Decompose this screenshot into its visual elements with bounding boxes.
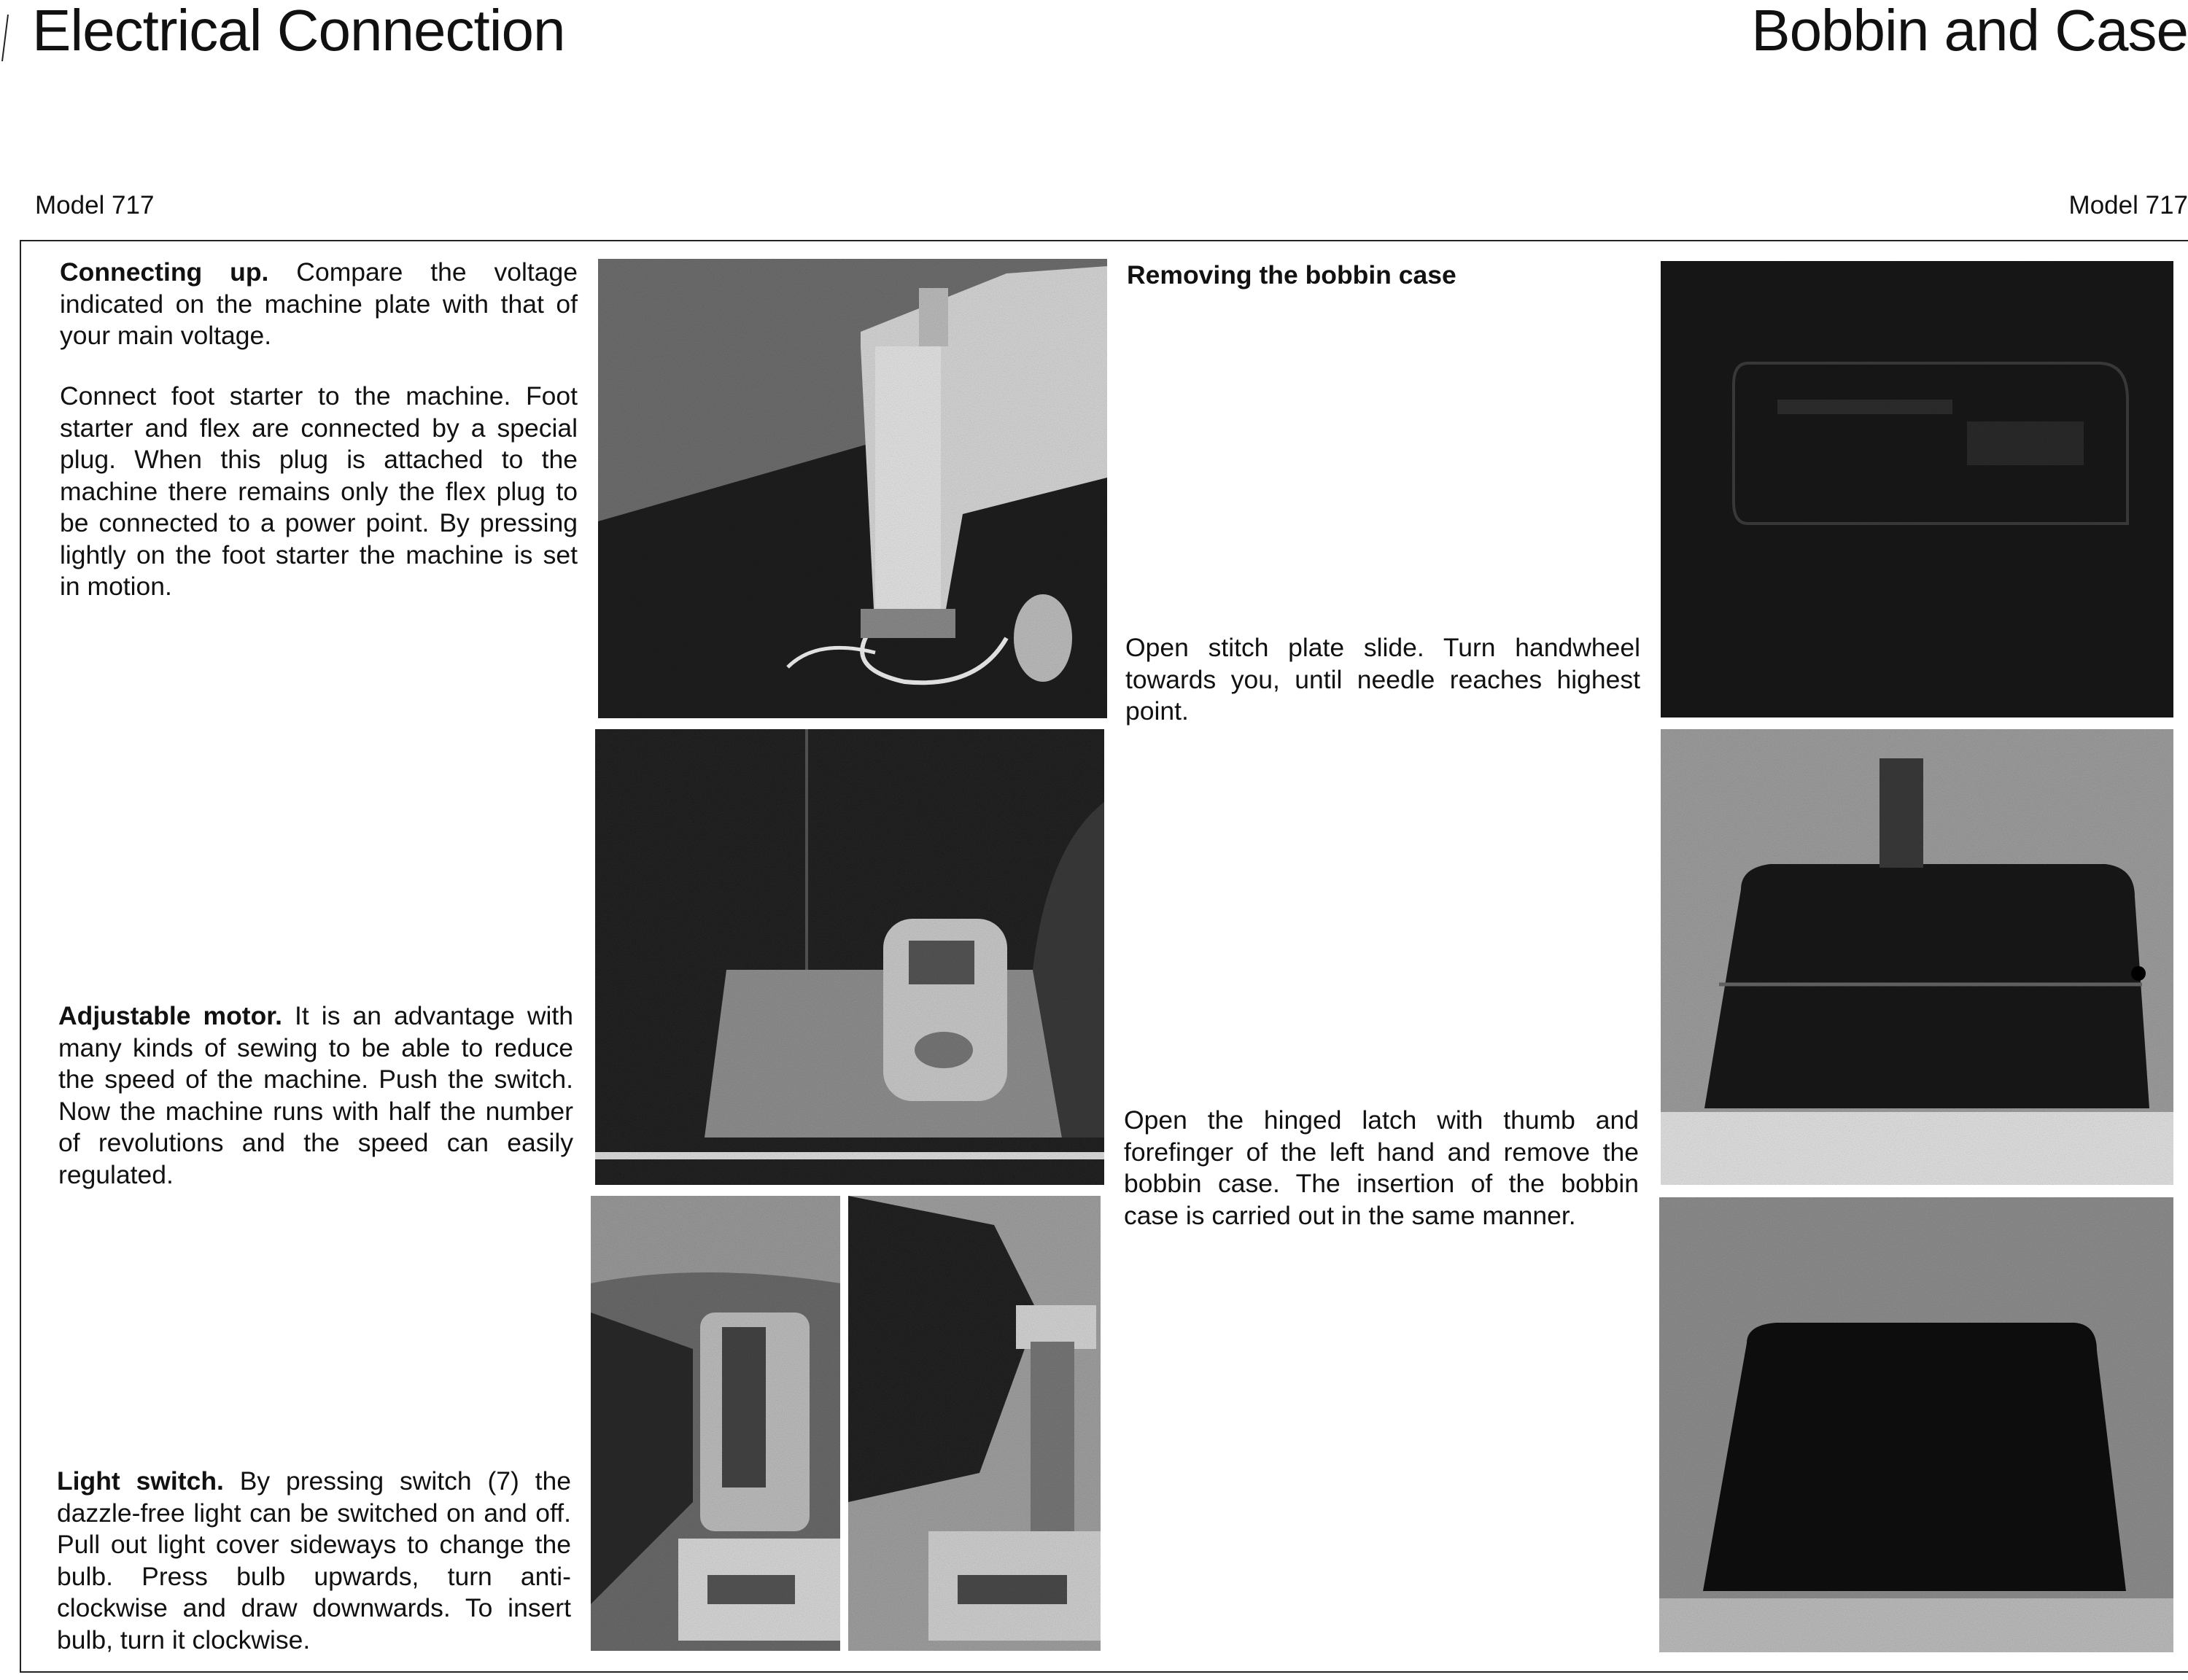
left-model-label: Model 717 bbox=[35, 191, 155, 219]
bobbin-paragraph-1: Open stitch plate slide. Turn handwheel towards you, until needle reaches highest point. bbox=[1125, 633, 1640, 726]
photo-adjustable-motor-switch bbox=[595, 729, 1104, 1185]
section-adjustable-motor bbox=[58, 1000, 573, 1191]
photo-stitch-plate-slide bbox=[1661, 261, 2173, 718]
section-connecting-up bbox=[60, 257, 578, 352]
section-heading: Connecting up. bbox=[60, 257, 269, 287]
section-foot-starter bbox=[60, 381, 578, 603]
bobbin-heading: Removing the bobbin case bbox=[1127, 260, 1456, 289]
photo-light-switch-left bbox=[591, 1196, 840, 1651]
title-slash-mark bbox=[1, 13, 9, 63]
section-body: Compare the voltage indicated on the machine plate with that of your main voltage. bbox=[60, 257, 578, 350]
photo-machine-connection bbox=[598, 259, 1107, 718]
right-page-title: Bobbin and Case bbox=[1751, 0, 2188, 63]
section-light-switch bbox=[57, 1466, 571, 1656]
photo-hinged-latch bbox=[1661, 729, 2173, 1185]
bobbin-paragraph-2: Open the hinged latch with thumb and forefinger of the left hand and remove the bobbin case. The insertion of the bobbin case is carried out in the same manner. bbox=[1124, 1105, 1639, 1230]
left-page-title: Electrical Connection bbox=[32, 0, 565, 63]
section-body: It is an advantage with many kinds of sewing to be able to reduce the speed of the machine. Push the switch. Now the machine runs with half the number of revolutions and the speed can easily regulated. bbox=[58, 1001, 573, 1189]
section-heading: Adjustable motor. bbox=[58, 1001, 282, 1030]
section-heading: Light switch. bbox=[57, 1466, 224, 1496]
photo-light-switch-right bbox=[848, 1196, 1101, 1651]
section-body: Connect foot starter to the machine. Foot starter and flex are connected by a special plug. When this plug is attached to the machine there remains only the flex plug to be connected to a power point. By pressing lightly on the foot starter the machine is set in motion. bbox=[60, 381, 578, 601]
section-body: By pressing switch (7) the dazzle-free light can be switched on and off. Pull out light cover sideways to change the bulb. Press bulb upwards, turn anti-clockwise and draw downwards. To insert bulb, turn it clockwise. bbox=[57, 1466, 572, 1654]
right-model-label: Model 717 bbox=[2068, 191, 2188, 219]
photo-bobbin-case-removed bbox=[1659, 1197, 2173, 1652]
